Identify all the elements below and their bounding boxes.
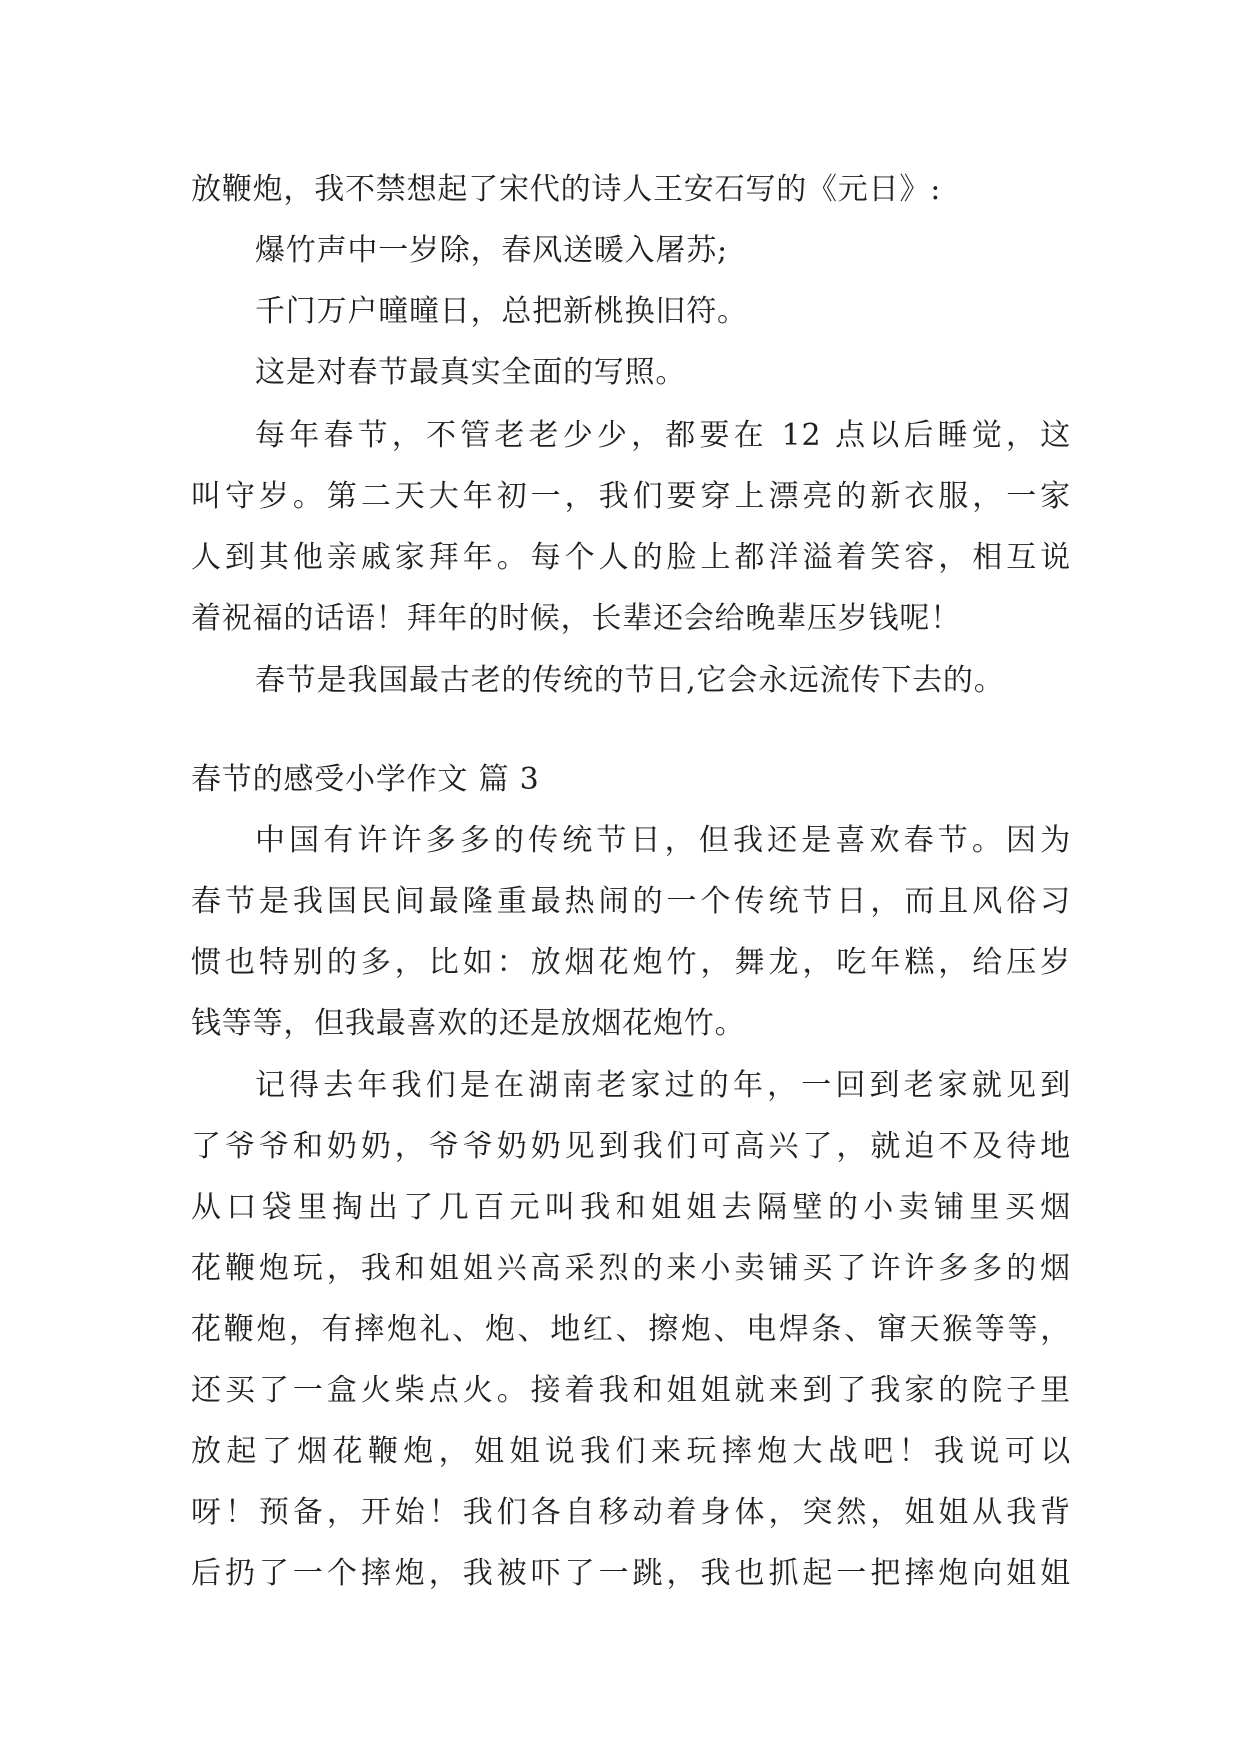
text-line: 这是对春节最真实全面的写照。	[255, 355, 687, 390]
paragraph-line: 叫守岁。第二天大年初一，我们要穿上漂亮的新衣服，一家	[191, 479, 1071, 514]
paragraph-line: 中国有许许多多的传统节日，但我还是喜欢春节。因为	[255, 823, 1071, 858]
paragraph-line: 还买了一盒火柴点火。接着我和姐姐就来到了我家的院子里	[191, 1373, 1071, 1408]
paragraph-line: 后扔了一个摔炮，我被吓了一跳，我也抓起一把摔炮向姐姐	[191, 1556, 1071, 1591]
paragraph-line: 记得去年我们是在湖南老家过的年，一回到老家就见到	[255, 1068, 1071, 1103]
paragraph-line: 花鞭炮玩，我和姐姐兴高采烈的来小卖铺买了许许多多的烟	[191, 1251, 1071, 1286]
paragraph-line: 花鞭炮，有摔炮礼、炮、地红、擦炮、电焊条、窜天猴等等，	[191, 1312, 1071, 1347]
paragraph-line: 着祝福的话语！拜年的时候，长辈还会给晚辈压岁钱呢！	[191, 601, 961, 636]
paragraph-line: 呀！预备，开始！我们各自移动着身体，突然，姐姐从我背	[191, 1495, 1071, 1530]
poem-line: 爆竹声中一岁除，春风送暖入屠苏;	[255, 233, 728, 268]
paragraph-line: 春节是我国民间最隆重最热闹的一个传统节日，而且风俗习	[191, 884, 1071, 919]
section-title: 春节的感受小学作文 篇 3	[191, 762, 540, 797]
paragraph-line: 了爷爷和奶奶，爷爷奶奶见到我们可高兴了，就迫不及待地	[191, 1129, 1071, 1164]
paragraph-line: 放起了烟花鞭炮，姐姐说我们来玩摔炮大战吧！我说可以	[191, 1434, 1071, 1469]
paragraph-line: 从口袋里掏出了几百元叫我和姐姐去隔壁的小卖铺里买烟	[191, 1190, 1071, 1225]
paragraph-line: 人到其他亲戚家拜年。每个人的脸上都洋溢着笑容，相互说	[191, 540, 1071, 575]
paragraph-line: 惯也特别的多，比如：放烟花炮竹，舞龙，吃年糕，给压岁	[191, 945, 1071, 980]
paragraph-line: 每年春节，不管老老少少，都要在 12 点以后睡觉，这	[255, 418, 1071, 453]
paragraph-line: 钱等等，但我最喜欢的还是放烟花炮竹。	[191, 1006, 746, 1041]
paragraph-line: 春节是我国最古老的传统的节日,它会永远流传下去的。	[255, 663, 1005, 698]
poem-line: 千门万户曈曈日，总把新桃换旧符。	[255, 294, 748, 329]
text-line: 放鞭炮，我不禁想起了宋代的诗人王安石写的《元日》:	[191, 172, 942, 207]
